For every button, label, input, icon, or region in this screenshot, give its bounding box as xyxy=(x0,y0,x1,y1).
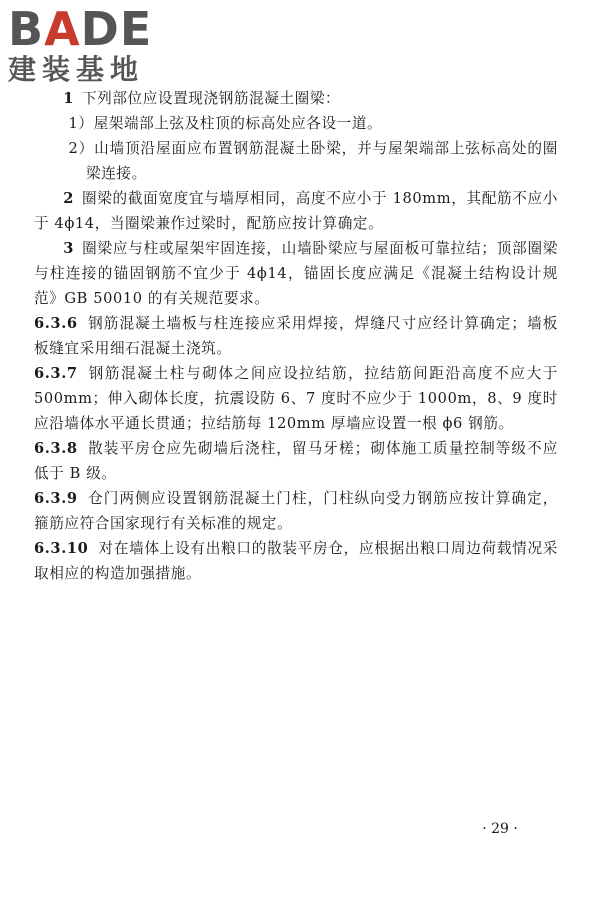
section-6-3-9 xyxy=(34,486,558,536)
logo-letter-b: B xyxy=(8,2,45,56)
section-text: 对在墙体上设有出粮口的散装平房仓，应根据出粮口周边荷载情况采取相应的构造加强措施。 xyxy=(34,540,558,582)
sub-item-2 xyxy=(34,136,558,186)
clause-text: 下列部位应设置现浇钢筋混凝土圈梁： xyxy=(81,90,341,107)
section-6-3-10 xyxy=(34,536,558,586)
section-text: 仓门两侧应设置钢筋混凝土门柱，门柱纵向受力钢筋应按计算确定，箍筋应符合国家现行有关标准的规定。 xyxy=(34,490,558,532)
document-body xyxy=(34,86,558,586)
section-number: 6.3.6 xyxy=(34,315,78,332)
page-number: · 29 · xyxy=(482,821,518,837)
section-number: 6.3.7 xyxy=(34,365,78,382)
clause-number: 1 xyxy=(63,90,74,107)
section-number: 6.3.9 xyxy=(34,490,78,507)
section-6-3-6 xyxy=(34,311,558,361)
clause-number: 2 xyxy=(63,190,74,207)
section-text: 散装平房仓应先砌墙后浇柱，留马牙槎；砌体施工质量控制等级不应低于 B 级。 xyxy=(34,440,558,482)
section-number: 6.3.8 xyxy=(34,440,78,457)
sub-item-1 xyxy=(34,111,558,136)
clause-text: 圈梁的截面宽度宜与墙厚相同，高度不应小于 180mm，其配筋不应小于 4ϕ14，当圈梁兼作过梁时，配筋应按计算确定。 xyxy=(34,190,558,232)
section-number: 6.3.10 xyxy=(34,540,89,557)
clause-text: 1）屋架端部上弦及柱顶的标高处应各设一道。 xyxy=(68,115,383,132)
clause-item-2 xyxy=(34,186,558,236)
logo-subtitle: 建装基地 xyxy=(8,53,145,86)
section-6-3-8 xyxy=(34,436,558,486)
bade-logo xyxy=(8,4,198,90)
logo-letter-a: A xyxy=(44,2,81,56)
clause-item-1 xyxy=(34,86,558,111)
clause-item-3 xyxy=(34,236,558,311)
clause-text: 圈梁应与柱或屋架牢固连接，山墙卧梁应与屋面板可靠拉结；顶部圈梁与柱连接的锚固钢筋不宜少于 4ϕ14，锚固长度应满足《混凝土结构设计规范》GB 50010 的有关规范要求。 xyxy=(34,240,558,307)
logo-letters-de: DE xyxy=(80,2,153,56)
section-text: 钢筋混凝土柱与砌体之间应设拉结筋，拉结筋间距沿高度不应大于 500mm；伸入砌体长度，抗震设防 6、7 度时不应少于 1000m，8、9 度时应沿墙体水平通长贯通；拉结筋每 120mm 厚墙应设置一根 ϕ6 钢筋。 xyxy=(34,365,558,432)
clause-number: 3 xyxy=(63,240,74,257)
logo-brand xyxy=(8,4,198,54)
section-6-3-7 xyxy=(34,361,558,436)
clause-text: 2）山墙顶沿屋面应布置钢筋混凝土卧梁，并与屋架端部上弦标高处的圈梁连接。 xyxy=(68,140,558,182)
section-text: 钢筋混凝土墙板与柱连接应采用焊接，焊缝尺寸应经计算确定；墙板板缝宜采用细石混凝土浇筑。 xyxy=(34,315,558,357)
